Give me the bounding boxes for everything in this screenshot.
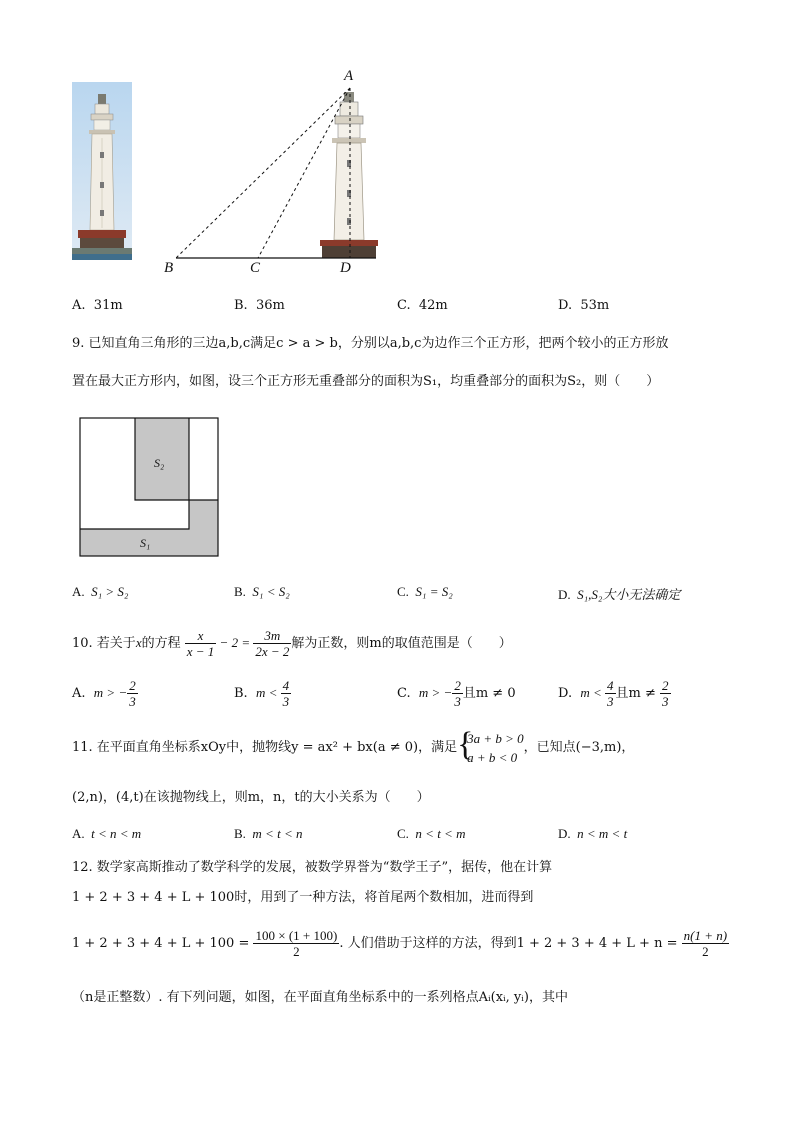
q12-stem-line2: 1 + 2 + 3 + 4 + L + 100时，用到了一种方法，将首尾两个数相加，进而得到 [72, 890, 534, 905]
q11-option-a[interactable]: A. t < n < m [72, 826, 142, 841]
squares-figure [78, 416, 220, 558]
q11-inequality-system: { 3a + b > 0 a + b < 0 [457, 725, 524, 765]
q12-stem-line4: （n是正整数）. 有下列问题，如图，在平面直角坐标系中的一系列格点Aᵢ(xᵢ, yᵢ)，其中 [72, 990, 568, 1005]
q12-stem-line3: 1 + 2 + 3 + 4 + L + 100 = $\frac{100 \times (1 + 100)}{2}$ . 人们借助于这样的方法，得到1 + 2 + 3 + 4 + L + n = $\frac{n(1 + n)}{2}$ [72, 928, 728, 959]
point-label-B: B [164, 260, 174, 276]
q8-option-b[interactable]: B. 36m [234, 298, 285, 313]
q11-option-d[interactable]: D. n < m < t [558, 826, 628, 841]
lighthouse-drawing [320, 92, 378, 258]
q10-frac-right: $\frac{3m}{2x - 2}$ [255, 628, 290, 659]
geometry-diagram [160, 68, 390, 280]
q9-option-c[interactable]: C. S₁ = S₂ [397, 584, 453, 599]
point-label-D: D [340, 260, 351, 276]
q11-stem-line1: 11. 在平面直角坐标系xOy中，抛物线y = ax² + bx(a ≠ 0)，满足 { 3a + b > 0 a + b < 0 ，已知点(−3,m)， [72, 725, 635, 765]
q11-option-c[interactable]: C. n < t < m [397, 826, 466, 841]
q8-option-d[interactable]: D. 53m [558, 298, 610, 313]
q12-stem-line1: 12. 数学家高斯推动了数学科学的发展，被数学界誉为“数学王子”，据传，他在计算 [72, 860, 553, 875]
gauss-fraction: $\frac{100 \times (1 + 100)}{2}$ [255, 928, 338, 959]
lighthouse-photo [72, 82, 132, 260]
q10-frac-left: $\frac{x}{x - 1}$ [186, 628, 215, 659]
point-label-C: C [250, 260, 261, 276]
q10-option-c[interactable]: C. m > − $\frac{2}{3}$ 且m ≠ 0 [397, 678, 516, 709]
q11-option-b[interactable]: B. m < t < n [234, 826, 303, 841]
sum-formula-fraction: $\frac{n(1 + n)}{2}$ [683, 928, 728, 959]
q9-option-a[interactable]: A. S₁ > S₂ [72, 584, 129, 599]
q11-stem-line2: (2,n)，(4,t)在该抛物线上，则m，n，t的大小关系为（ ） [72, 790, 430, 805]
q10-option-b[interactable]: B. m < $\frac{4}{3}$ [234, 678, 290, 709]
point-label-A: A [344, 68, 354, 84]
q10-option-d[interactable]: D. m < $\frac{4}{3}$ 且m ≠ $\frac{2}{3}$ [558, 678, 669, 709]
q9-stem-line1: 9. 已知直角三角形的三边a,b,c满足c > a > b，分别以a,b,c为边作三个正方形，把两个较小的正方形放 [72, 336, 669, 351]
q10-stem: 10. 若关于x的方程 $\frac{x}{x - 1}$ − 2 = $\frac{3m}{2x - 2}$ 解为正数，则m的取值范围是（ ） [72, 628, 512, 659]
q9-stem-line2: 置在最大正方形内，如图，设三个正方形无重叠部分的面积为S₁，均重叠部分的面积为S₂，则（ ） [72, 374, 660, 389]
lighthouse-photo-image [72, 82, 132, 260]
geometry-figure [160, 68, 390, 280]
label-s1: S₁ [140, 536, 151, 550]
label-s2: S₂ [154, 456, 165, 470]
q8-option-a[interactable]: A. 31m [72, 298, 123, 313]
q8-option-c[interactable]: C. 42m [397, 298, 448, 313]
q9-option-d[interactable]: D. S₁,S₂大小无法确定 [558, 587, 681, 602]
q10-option-a[interactable]: A. m > − $\frac{2}{3}$ [72, 678, 136, 709]
q9-option-b[interactable]: B. S₁ < S₂ [234, 584, 290, 599]
